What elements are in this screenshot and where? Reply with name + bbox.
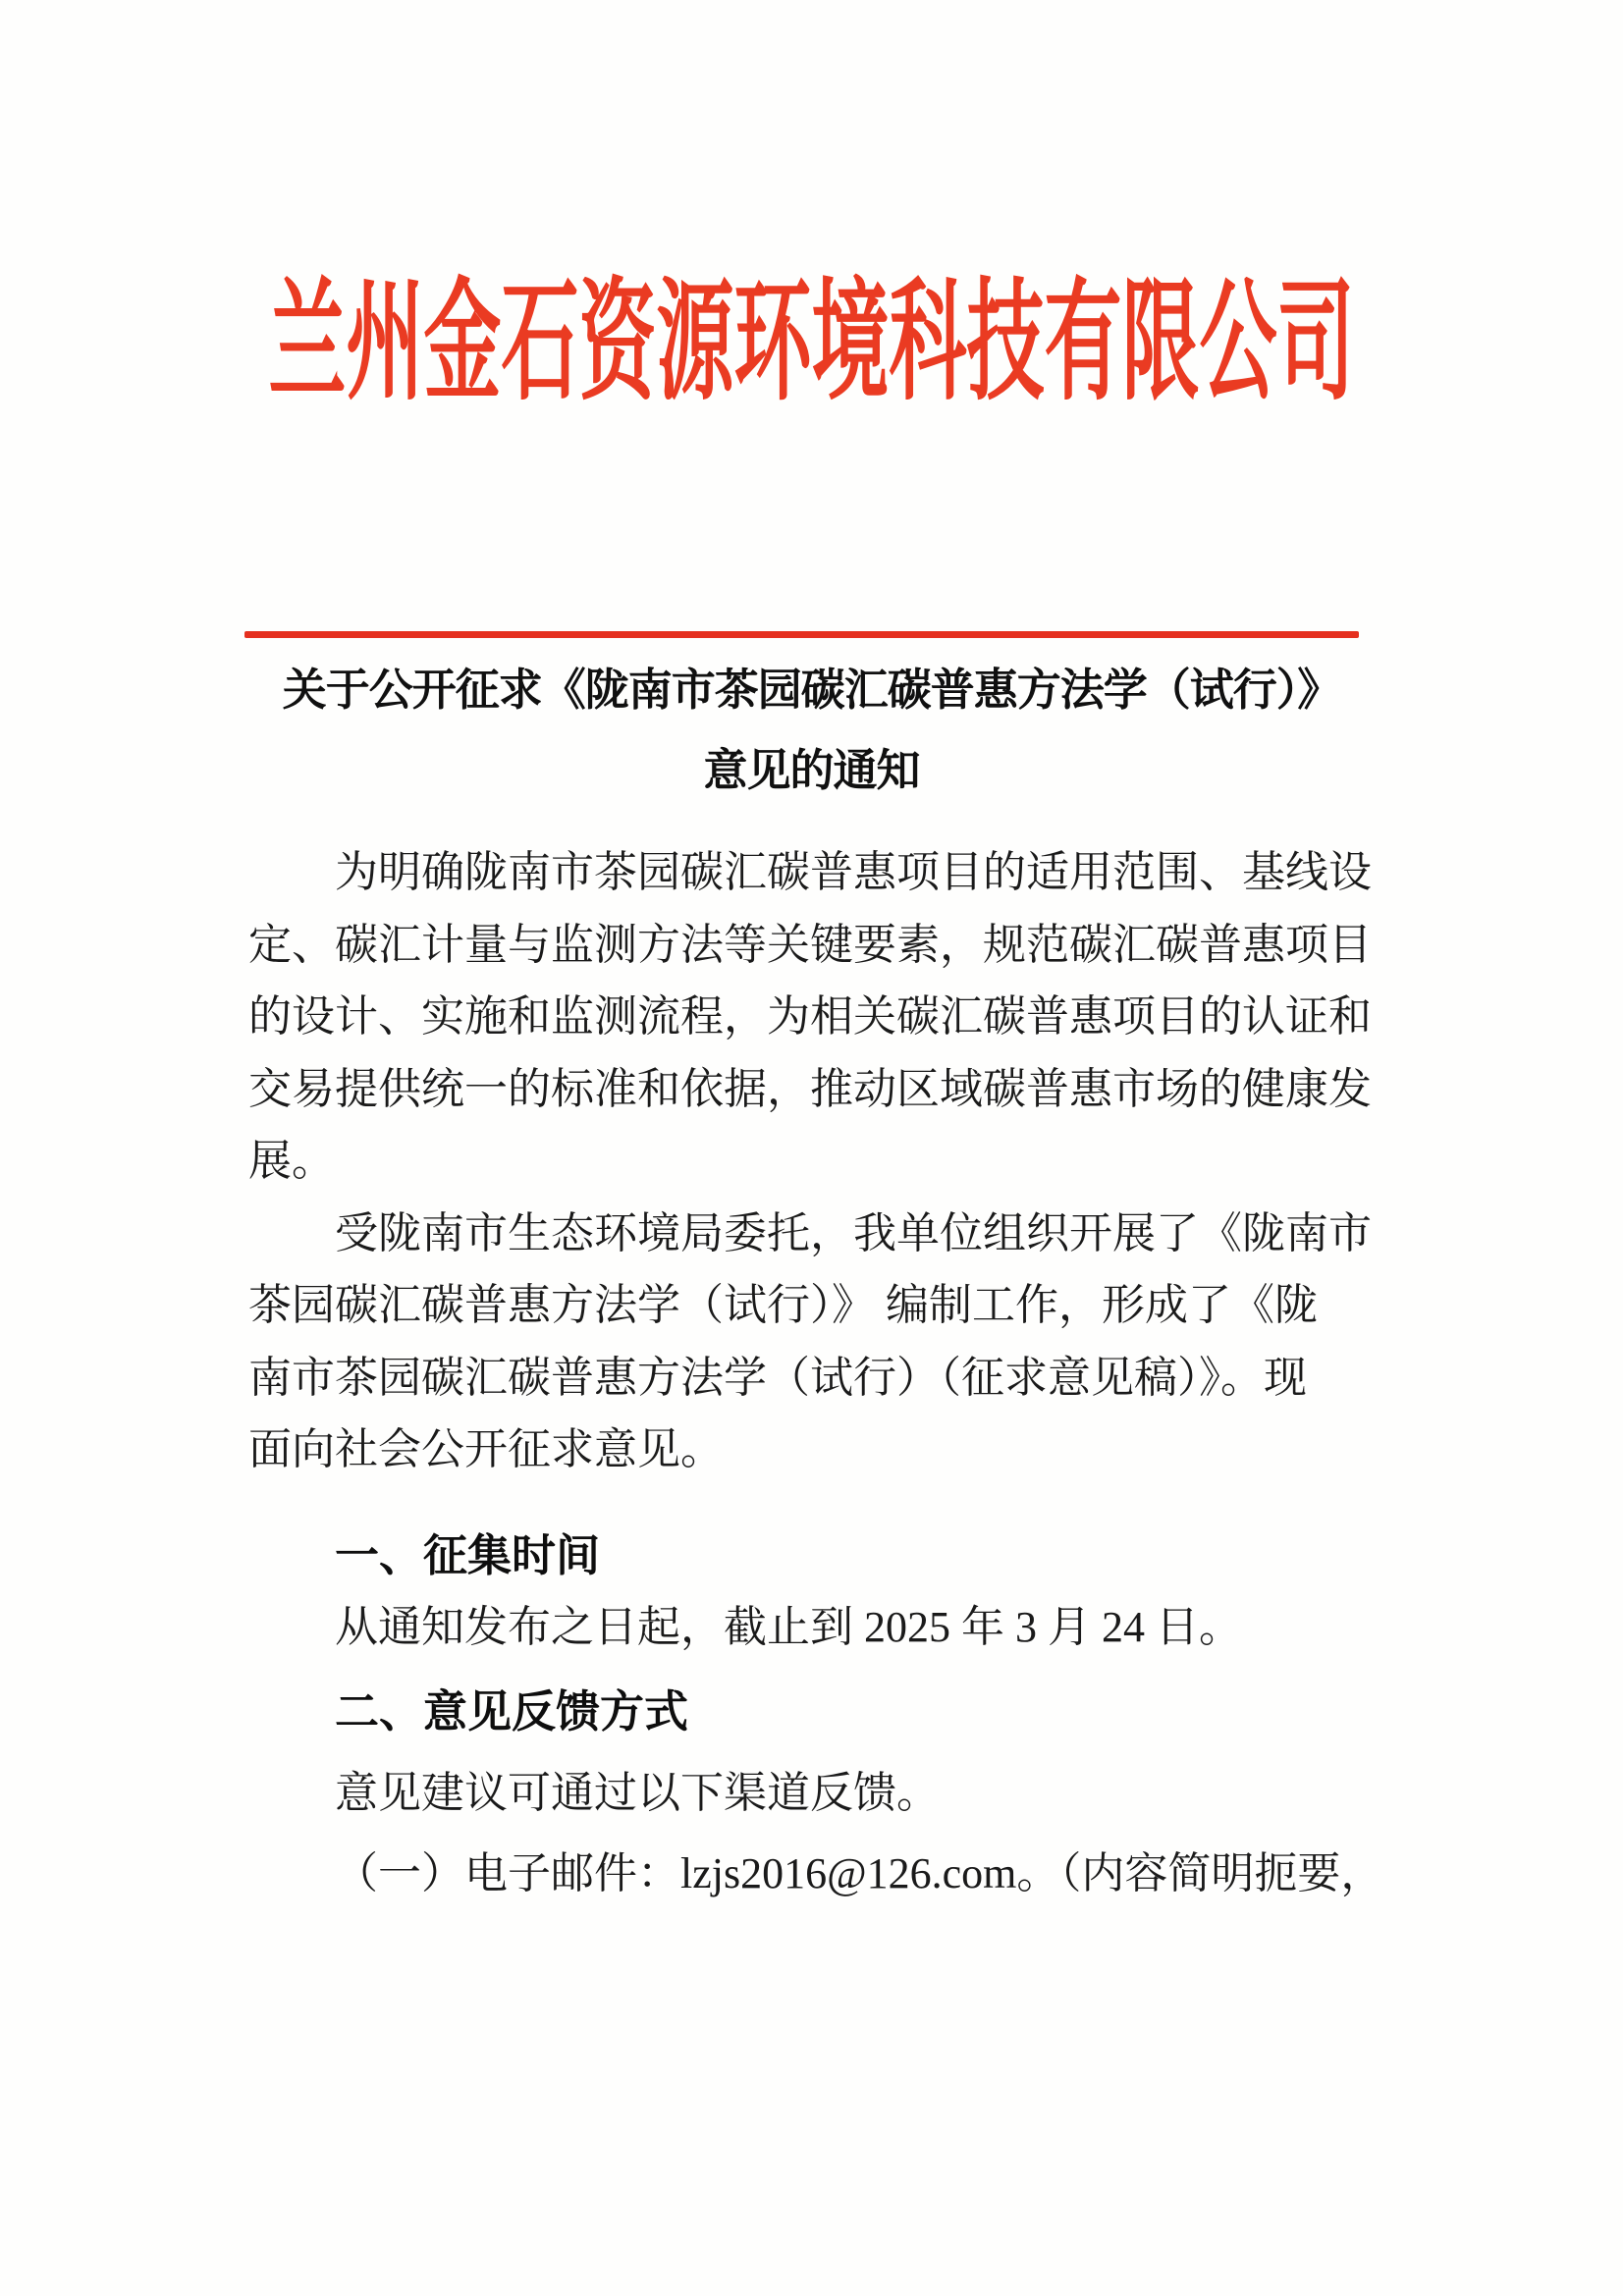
feedback-intro-text: 意见建议可通过以下渠道反馈。 xyxy=(335,1769,940,1817)
paragraph2-line: 面向社会公开征求意见。 xyxy=(248,1425,724,1473)
letterhead-divider-rule xyxy=(244,631,1359,638)
paragraph1-line: 的设计、实施和监测流程，为相关碳汇碳普惠项目的认证和 xyxy=(248,992,1372,1041)
notice-title xyxy=(128,650,1495,811)
section-heading-feedback-method: 二、意见反馈方式 xyxy=(335,1685,689,1736)
paragraph1-line: 展。 xyxy=(248,1137,335,1185)
notice-title-line1: 关于公开征求《陇南市茶园碳汇碳普惠方法学（试行）》 xyxy=(282,666,1341,715)
paragraph1-line: 交易提供统一的标准和依据，推动区域碳普惠市场的健康发 xyxy=(248,1064,1372,1113)
collection-time-text: 从通知发布之日起，截止到 2025 年 3 月 24 日。 xyxy=(335,1603,1242,1651)
paragraph1-line: 定、碳汇计量与监测方法等关键要素，规范碳汇碳普惠项目 xyxy=(248,920,1372,969)
feedback-email-line: （一）电子邮件：lzjs2016@126.com。（内容简明扼要， xyxy=(335,1848,1384,1897)
notice-body xyxy=(248,836,1384,1909)
paragraph2-line: 茶园碳汇碳普惠方法学（试行）》 编制工作，形成了《陇 xyxy=(248,1281,1318,1329)
company-letterhead: 兰州金石资源环境科技有限公司 xyxy=(268,272,1355,418)
section-heading-collection-time: 一、征集时间 xyxy=(335,1529,601,1580)
notice-title-line2: 意见的通知 xyxy=(703,746,920,795)
paragraph2-line: 南市茶园碳汇碳普惠方法学（试行）（征求意见稿）》。现 xyxy=(248,1353,1307,1402)
paragraph1-line: 为明确陇南市茶园碳汇碳普惠项目的适用范围、基线设 xyxy=(335,848,1372,896)
paragraph2-line: 受陇南市生态环境局委托，我单位组织开展了《陇南市 xyxy=(335,1208,1372,1257)
